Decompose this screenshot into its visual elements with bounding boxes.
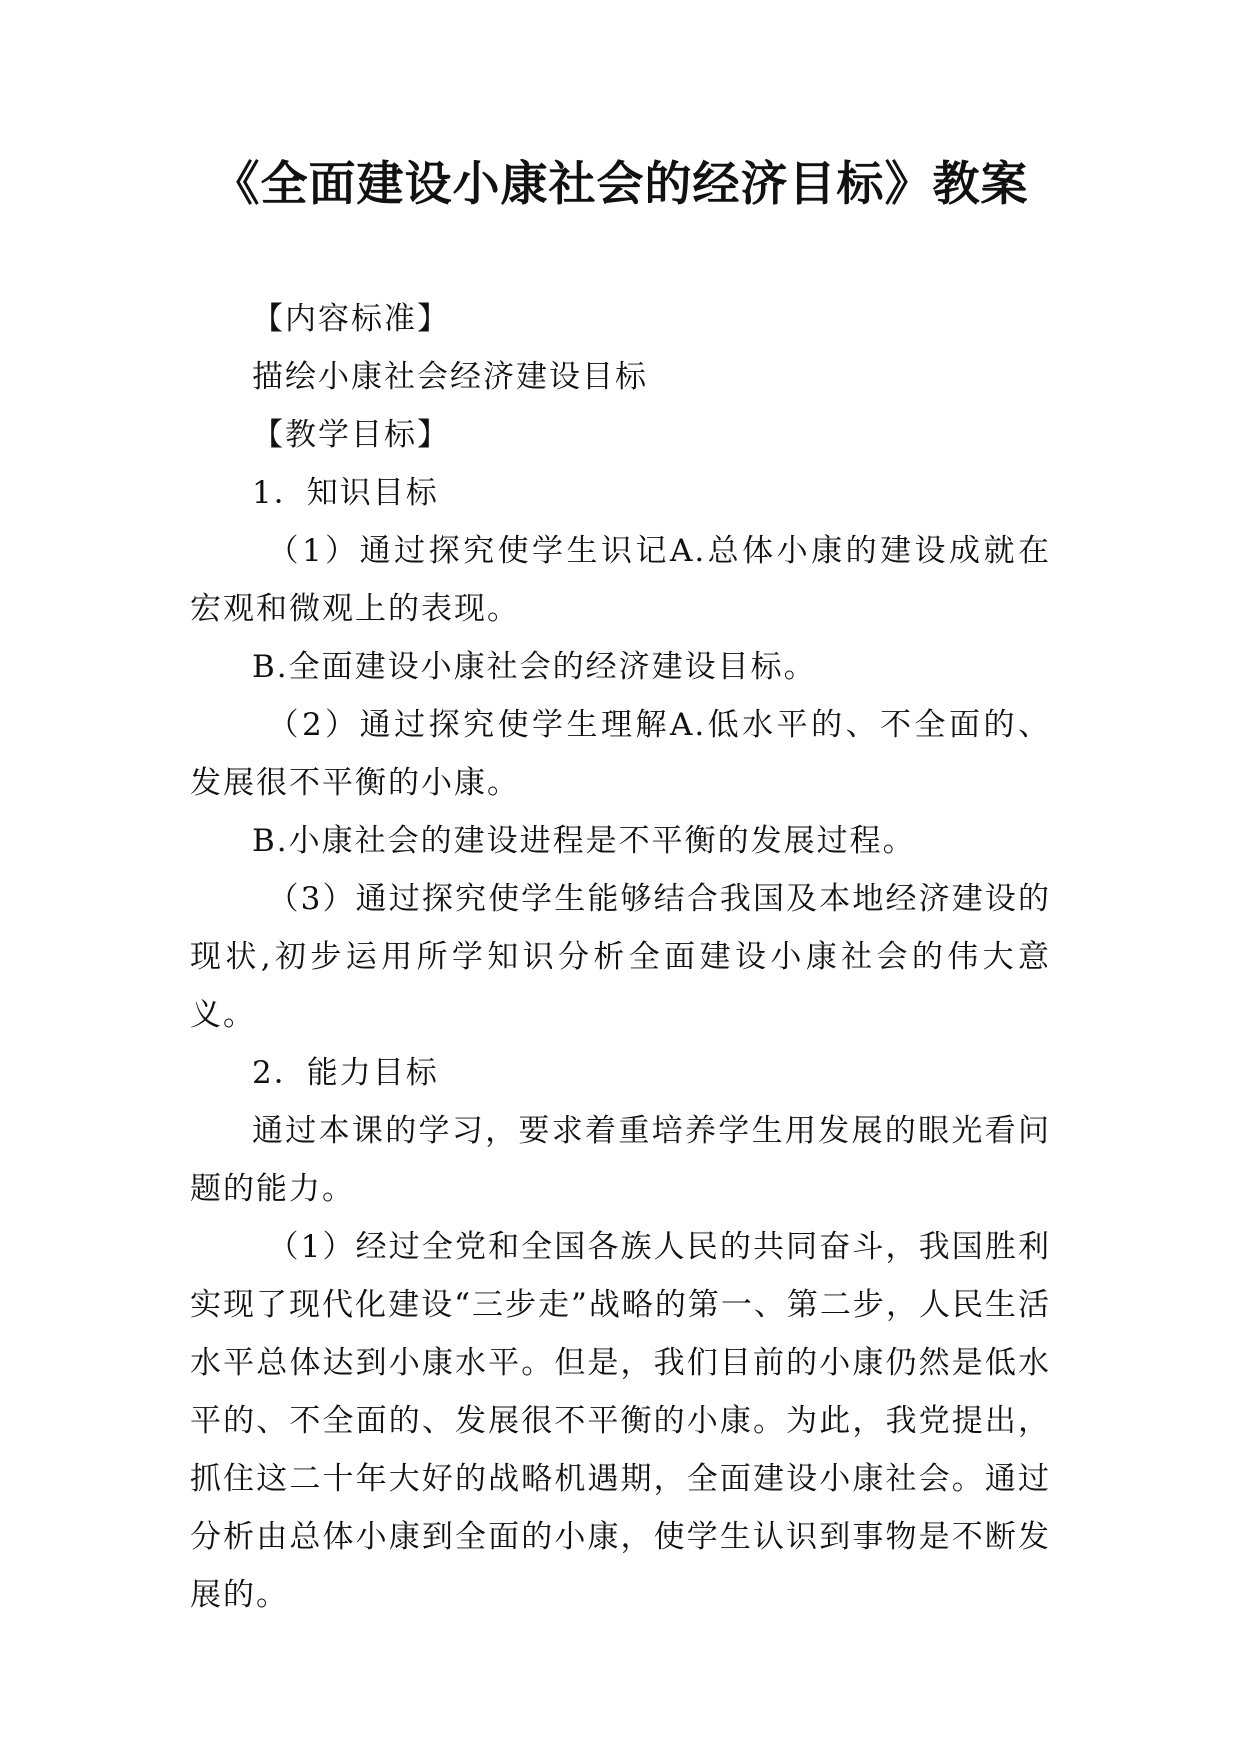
paragraph: B.小康社会的建设进程是不平衡的发展过程。 [252,823,916,859]
paragraph: 通过本课的学习，要求着重培养学生用发展的眼光看问题的能力。 [190,1113,1051,1207]
paragraph: （2）通过探究使学生理解A.低水平的、不全面的、发展很不平衡的小康。 [190,707,1051,801]
subheading-knowledge-goals: 1．知识目标 [252,475,439,511]
paragraph: 描绘小康社会经济建设目标 [252,359,648,395]
paragraph: （1）通过探究使学生识记A.总体小康的建设成就在宏观和微观上的表现。 [190,533,1051,627]
paragraph: （3）通过探究使学生能够结合我国及本地经济建设的现状,初步运用所学知识分析全面建设小康社会的伟大意义。 [190,881,1051,1033]
section-heading-teaching-goals: 【教学目标】 [252,417,450,453]
paragraph: B.全面建设小康社会的经济建设目标。 [252,649,817,685]
paragraph: （1）经过全党和全国各族人民的共同奋斗，我国胜利实现了现代化建设“三步走”战略的第一、第二步，人民生活水平总体达到小康水平。但是，我们目前的小康仍然是低水平的、不全面的、发展很不平衡的小康。为此，我党提出，抓住这二十年大好的战略机遇期，全面建设小康社会。通过分析由总体小康到全面的小康，使学生认识到事物是不断发展的。 [190,1229,1051,1613]
section-heading-content-standard: 【内容标准】 [252,301,450,337]
subheading-ability-goals: 2．能力目标 [252,1055,439,1091]
document-body [190,290,1051,1624]
document-title: 《全面建设小康社会的经济目标》教案 [212,157,1029,212]
